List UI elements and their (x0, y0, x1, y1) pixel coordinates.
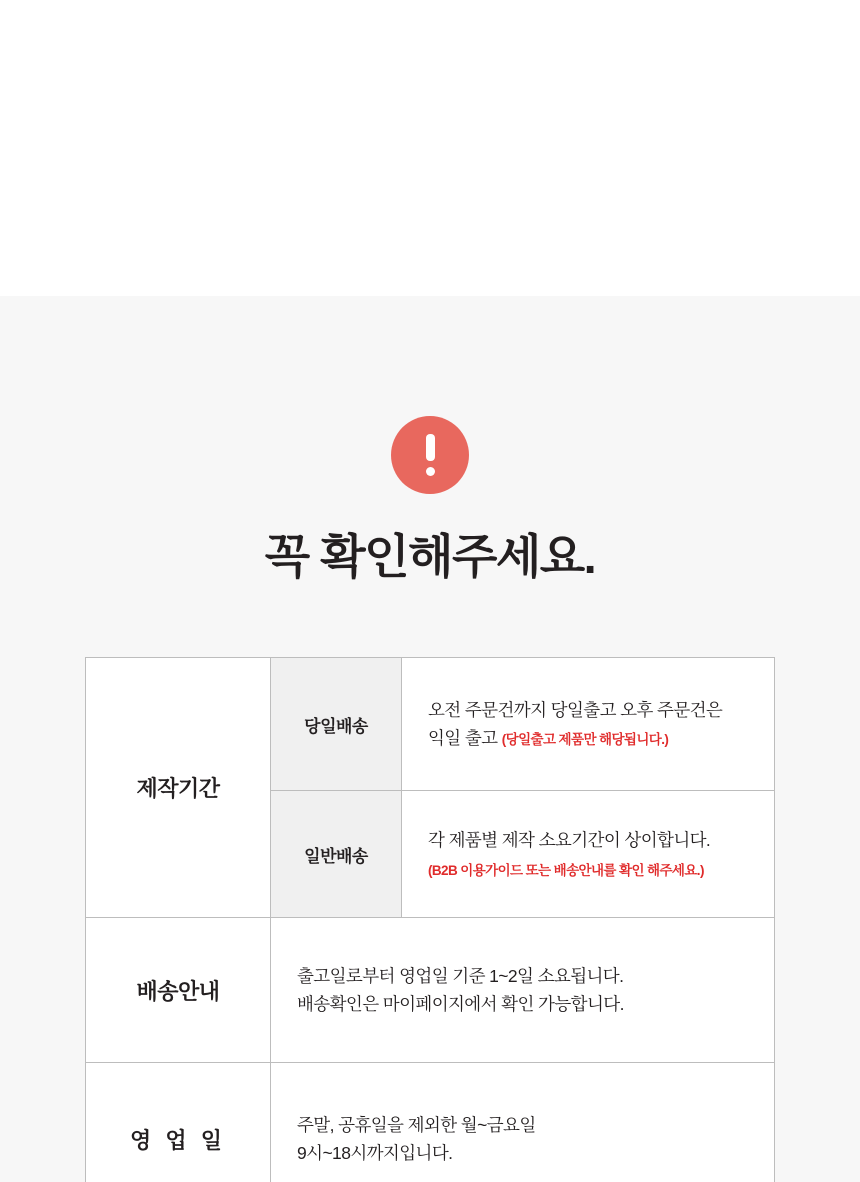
table-row (86, 918, 775, 1063)
row-label-production-period: 제작기간 (86, 658, 271, 918)
normal-delivery-line1: 각 제품별 제작 소요기간이 상이합니다. (428, 830, 711, 851)
notice-panel (0, 296, 860, 1182)
same-day-line2-wrap (428, 724, 774, 752)
row-label-shipping-info: 배송안내 (86, 918, 271, 1063)
sub-label-normal-delivery: 일반배송 (271, 791, 402, 918)
exclamation-icon (391, 416, 469, 494)
business-days-line1: 주말, 공휴일을 제외한 월~금요일 (297, 1115, 536, 1135)
exclamation-bar (426, 434, 435, 461)
business-days-line2: 9시~18시까지입니다. (297, 1143, 453, 1163)
row-label-business-days: 영 업 일 (86, 1063, 271, 1182)
sub-label-same-day: 당일배송 (271, 658, 402, 791)
same-day-line1: 오전 주문건까지 당일출고 오후 주문건은 (428, 700, 723, 720)
page-title: 꼭 확인해주세요. (264, 530, 596, 583)
notice-table (85, 657, 775, 1182)
cell-same-day-text (402, 658, 775, 791)
cell-normal-delivery-text (402, 791, 775, 918)
shipping-line1: 출고일로부터 영업일 기준 1~2일 소요됩니다. (297, 966, 624, 986)
normal-delivery-note: (B2B 이용가이드 또는 배송안내를 확인 해주세요.) (428, 863, 704, 879)
badge-container (0, 416, 860, 494)
same-day-note: (당일출고 제품만 해당됩니다.) (501, 732, 669, 747)
table-row (86, 658, 775, 791)
top-blank-area (0, 0, 860, 296)
shipping-line2: 배송확인은 마이페이지에서 확인 가능합니다. (297, 994, 624, 1014)
same-day-line2: 익일 출고 (428, 728, 498, 748)
table-row (86, 1063, 775, 1182)
exclamation-dot (426, 467, 435, 476)
exclamation-mark (426, 434, 435, 476)
cell-business-days-text (271, 1063, 775, 1182)
cell-shipping-info-text (271, 918, 775, 1063)
